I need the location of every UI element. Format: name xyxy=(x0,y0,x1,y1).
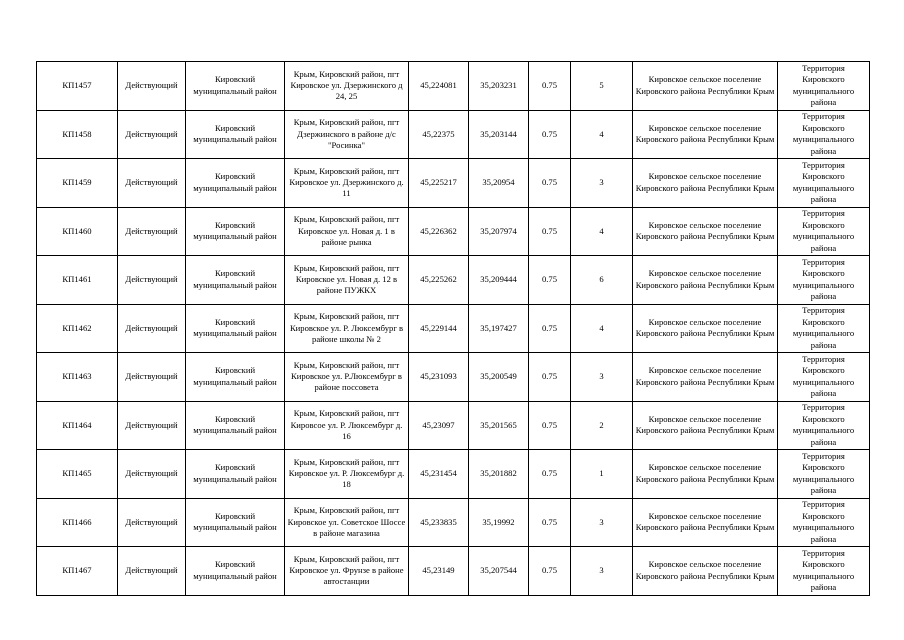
table-row xyxy=(37,450,870,499)
cell-settlement: Кировское сельское поселение Кировского района Республики Крым xyxy=(633,110,778,159)
cell-status: Действующий xyxy=(118,353,186,402)
cell-settlement: Кировское сельское поселение Кировского района Республики Крым xyxy=(633,159,778,208)
cell-longitude: 35,19992 xyxy=(469,498,529,547)
table-row xyxy=(37,304,870,353)
table-row xyxy=(37,401,870,450)
cell-territory: Территория Кировского муниципального района xyxy=(778,256,870,305)
cell-count: 4 xyxy=(571,304,633,353)
cell-latitude: 45,231454 xyxy=(409,450,469,499)
cell-area: 0.75 xyxy=(529,353,571,402)
cell-longitude: 35,207544 xyxy=(469,547,529,596)
cell-status: Действующий xyxy=(118,159,186,208)
cell-count: 3 xyxy=(571,498,633,547)
cell-latitude: 45,225217 xyxy=(409,159,469,208)
cell-latitude: 45,226362 xyxy=(409,207,469,256)
cell-address: Крым, Кировский район, пгт Кировское ул. Р. Люксембург в районе школы № 2 xyxy=(285,304,409,353)
cell-count: 4 xyxy=(571,110,633,159)
cell-status: Действующий xyxy=(118,62,186,111)
cell-latitude: 45,225262 xyxy=(409,256,469,305)
document-page xyxy=(36,61,869,596)
cell-settlement: Кировское сельское поселение Кировского района Республики Крым xyxy=(633,401,778,450)
cell-longitude: 35,203144 xyxy=(469,110,529,159)
cell-settlement: Кировское сельское поселение Кировского района Республики Крым xyxy=(633,207,778,256)
cell-id: КП1463 xyxy=(37,353,118,402)
cell-status: Действующий xyxy=(118,547,186,596)
cell-latitude: 45,233835 xyxy=(409,498,469,547)
cell-count: 6 xyxy=(571,256,633,305)
cell-territory: Территория Кировского муниципального района xyxy=(778,498,870,547)
cell-municipality: Кировский муниципальный район xyxy=(186,256,285,305)
cell-municipality: Кировский муниципальный район xyxy=(186,62,285,111)
table-row xyxy=(37,207,870,256)
cell-longitude: 35,201882 xyxy=(469,450,529,499)
cell-territory: Территория Кировского муниципального района xyxy=(778,304,870,353)
cell-id: КП1466 xyxy=(37,498,118,547)
cell-address: Крым, Кировский район, пгт Кировское ул. Дзержинского д 24, 25 xyxy=(285,62,409,111)
cell-territory: Территория Кировского муниципального района xyxy=(778,110,870,159)
cell-municipality: Кировский муниципальный район xyxy=(186,450,285,499)
cell-area: 0.75 xyxy=(529,62,571,111)
cell-area: 0.75 xyxy=(529,304,571,353)
cell-area: 0.75 xyxy=(529,159,571,208)
cell-count: 4 xyxy=(571,207,633,256)
cell-settlement: Кировское сельское поселение Кировского района Республики Крым xyxy=(633,304,778,353)
cell-count: 3 xyxy=(571,159,633,208)
cell-territory: Территория Кировского муниципального района xyxy=(778,353,870,402)
cell-longitude: 35,207974 xyxy=(469,207,529,256)
cell-status: Действующий xyxy=(118,304,186,353)
cell-territory: Территория Кировского муниципального района xyxy=(778,401,870,450)
cell-municipality: Кировский муниципальный район xyxy=(186,159,285,208)
cell-count: 1 xyxy=(571,450,633,499)
cell-id: КП1465 xyxy=(37,450,118,499)
cell-municipality: Кировский муниципальный район xyxy=(186,207,285,256)
cell-longitude: 35,20954 xyxy=(469,159,529,208)
cell-address: Крым, Кировский район, пгт Кировсое ул. Р. Люксембург д. 16 xyxy=(285,401,409,450)
cell-id: КП1460 xyxy=(37,207,118,256)
cell-status: Действующий xyxy=(118,498,186,547)
cell-area: 0.75 xyxy=(529,207,571,256)
cell-longitude: 35,203231 xyxy=(469,62,529,111)
cell-area: 0.75 xyxy=(529,401,571,450)
table-row xyxy=(37,498,870,547)
cell-area: 0.75 xyxy=(529,110,571,159)
cell-address: Крым, Кировский район, пгт Кировское ул. Новая д. 1 в районе рынка xyxy=(285,207,409,256)
cell-address: Крым, Кировский район, пгт Кировское ул. Р. Люксембург д. 18 xyxy=(285,450,409,499)
cell-status: Действующий xyxy=(118,110,186,159)
cell-count: 2 xyxy=(571,401,633,450)
table-row xyxy=(37,353,870,402)
cell-address: Крым, Кировский район, пгт Кировское ул. Р.Люксембург в районе поссовета xyxy=(285,353,409,402)
cell-latitude: 45,231093 xyxy=(409,353,469,402)
cell-address: Крым, Кировский район, пгт Дзержинского в районе д/с "Росинка" xyxy=(285,110,409,159)
cell-settlement: Кировское сельское поселение Кировского района Республики Крым xyxy=(633,256,778,305)
cell-municipality: Кировский муниципальный район xyxy=(186,304,285,353)
cell-latitude: 45,229144 xyxy=(409,304,469,353)
cell-longitude: 35,200549 xyxy=(469,353,529,402)
cell-longitude: 35,197427 xyxy=(469,304,529,353)
cell-status: Действующий xyxy=(118,207,186,256)
table-row xyxy=(37,547,870,596)
cell-status: Действующий xyxy=(118,450,186,499)
cell-municipality: Кировский муниципальный район xyxy=(186,547,285,596)
cell-settlement: Кировское сельское поселение Кировского района Республики Крым xyxy=(633,62,778,111)
cell-count: 5 xyxy=(571,62,633,111)
cell-address: Крым, Кировский район, пгт Кировское ул. Советское Шоссе в районе магазина xyxy=(285,498,409,547)
cell-settlement: Кировское сельское поселение Кировского района Республики Крым xyxy=(633,450,778,499)
cell-municipality: Кировский муниципальный район xyxy=(186,401,285,450)
cell-id: КП1461 xyxy=(37,256,118,305)
cell-longitude: 35,201565 xyxy=(469,401,529,450)
cell-territory: Территория Кировского муниципального района xyxy=(778,207,870,256)
cell-address: Крым, Кировский район, пгт Кировское ул. Дзержинского д. 11 xyxy=(285,159,409,208)
cell-territory: Территория Кировского муниципального района xyxy=(778,547,870,596)
cell-id: КП1464 xyxy=(37,401,118,450)
cell-address: Крым, Кировский район, пгт Кировское ул. Новая д. 12 в районе ПУЖКХ xyxy=(285,256,409,305)
cell-municipality: Кировский муниципальный район xyxy=(186,498,285,547)
cell-id: КП1458 xyxy=(37,110,118,159)
cell-area: 0.75 xyxy=(529,256,571,305)
cell-id: КП1457 xyxy=(37,62,118,111)
cell-status: Действующий xyxy=(118,401,186,450)
cell-area: 0.75 xyxy=(529,498,571,547)
cell-area: 0.75 xyxy=(529,547,571,596)
cell-id: КП1462 xyxy=(37,304,118,353)
cell-count: 3 xyxy=(571,547,633,596)
table-row xyxy=(37,256,870,305)
cell-settlement: Кировское сельское поселение Кировского района Республики Крым xyxy=(633,547,778,596)
cell-territory: Территория Кировского муниципального района xyxy=(778,450,870,499)
cell-settlement: Кировское сельское поселение Кировского района Республики Крым xyxy=(633,498,778,547)
table-row xyxy=(37,62,870,111)
cell-latitude: 45,23097 xyxy=(409,401,469,450)
cell-id: КП1459 xyxy=(37,159,118,208)
cell-latitude: 45,224081 xyxy=(409,62,469,111)
cell-area: 0.75 xyxy=(529,450,571,499)
cell-territory: Территория Кировского муниципального района xyxy=(778,159,870,208)
table-row xyxy=(37,159,870,208)
cell-municipality: Кировский муниципальный район xyxy=(186,353,285,402)
registry-table xyxy=(36,61,870,596)
cell-latitude: 45,22375 xyxy=(409,110,469,159)
cell-municipality: Кировский муниципальный район xyxy=(186,110,285,159)
cell-territory: Территория Кировского муниципального района xyxy=(778,62,870,111)
cell-status: Действующий xyxy=(118,256,186,305)
cell-address: Крым, Кировский район, пгт Кировское ул. Фрунзе в районе автостанции xyxy=(285,547,409,596)
cell-settlement: Кировское сельское поселение Кировского района Республики Крым xyxy=(633,353,778,402)
cell-longitude: 35,209444 xyxy=(469,256,529,305)
cell-id: КП1467 xyxy=(37,547,118,596)
cell-count: 3 xyxy=(571,353,633,402)
table-row xyxy=(37,110,870,159)
cell-latitude: 45,23149 xyxy=(409,547,469,596)
